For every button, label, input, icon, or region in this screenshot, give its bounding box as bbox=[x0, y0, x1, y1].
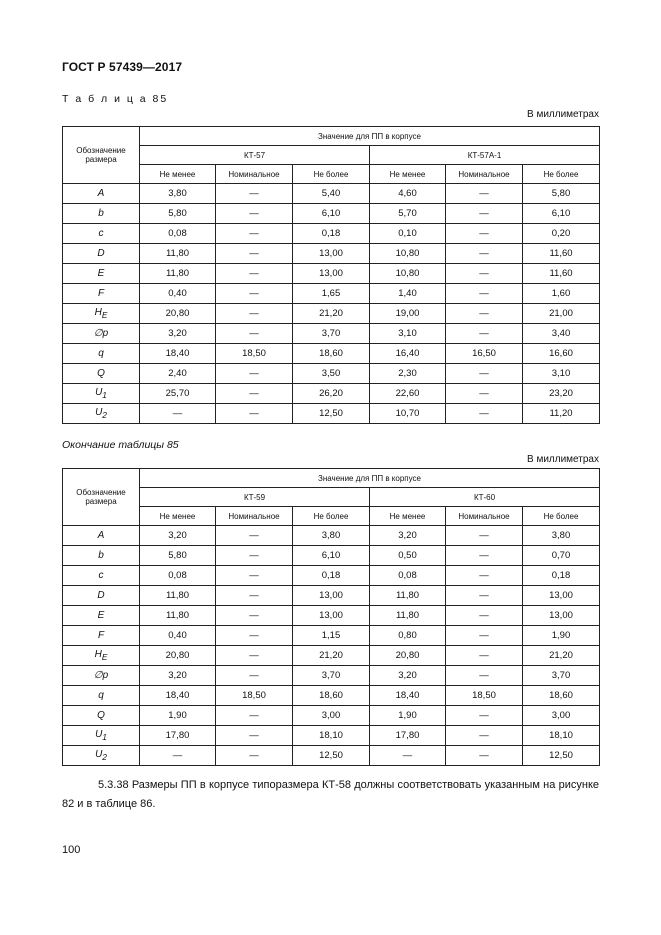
value-cell: — bbox=[446, 384, 523, 404]
value-cell: 13,00 bbox=[293, 244, 370, 264]
value-cell: 21,20 bbox=[293, 646, 370, 666]
value-cell: — bbox=[446, 184, 523, 204]
table2-subheader: Не менее bbox=[370, 507, 446, 526]
value-cell: — bbox=[446, 284, 523, 304]
table-row bbox=[63, 204, 600, 224]
value-cell: 3,50 bbox=[293, 364, 370, 384]
value-cell: — bbox=[216, 526, 293, 546]
table-row bbox=[63, 304, 600, 324]
symbol-text: b bbox=[98, 550, 104, 561]
value-cell: 0,18 bbox=[293, 224, 370, 244]
value-cell: 17,80 bbox=[140, 726, 216, 746]
table2-subheader: Не более bbox=[523, 507, 600, 526]
symbol-text: Q bbox=[97, 710, 105, 721]
value-cell: — bbox=[446, 264, 523, 284]
dimension-symbol bbox=[63, 626, 140, 646]
table1-subheader: Номинальное bbox=[216, 165, 293, 184]
value-cell: 4,60 bbox=[370, 184, 446, 204]
value-cell: — bbox=[216, 304, 293, 324]
value-cell: 18,50 bbox=[446, 686, 523, 706]
table2-subheader: Не более bbox=[293, 507, 370, 526]
value-cell: — bbox=[216, 626, 293, 646]
value-cell: 19,00 bbox=[370, 304, 446, 324]
value-cell: 18,50 bbox=[216, 344, 293, 364]
value-cell: 13,00 bbox=[293, 264, 370, 284]
symbol-text: F bbox=[97, 288, 105, 299]
dimension-symbol bbox=[63, 244, 140, 264]
value-cell: 0,20 bbox=[523, 224, 600, 244]
symbol-text: U bbox=[95, 749, 103, 760]
value-cell: 11,80 bbox=[370, 606, 446, 626]
table2-group-header: Значение для ПП в корпусе bbox=[140, 469, 600, 488]
value-cell: 5,40 bbox=[293, 184, 370, 204]
dimension-symbol bbox=[63, 586, 140, 606]
value-cell: 18,40 bbox=[140, 344, 216, 364]
value-cell: — bbox=[446, 404, 523, 424]
table1 bbox=[62, 126, 600, 424]
table-row bbox=[63, 546, 600, 566]
table2-caption: Окончание таблицы 85 bbox=[62, 439, 179, 451]
value-cell: — bbox=[446, 746, 523, 766]
dimension-symbol bbox=[63, 224, 140, 244]
value-cell: — bbox=[140, 746, 216, 766]
table2-subheader: Не менее bbox=[140, 507, 216, 526]
value-cell: — bbox=[216, 666, 293, 686]
value-cell: 3,10 bbox=[370, 324, 446, 344]
value-cell: 21,20 bbox=[293, 304, 370, 324]
symbol-subscript: 2 bbox=[102, 410, 107, 420]
value-cell: 0,10 bbox=[370, 224, 446, 244]
value-cell: — bbox=[446, 546, 523, 566]
value-cell: 11,80 bbox=[140, 606, 216, 626]
table1-subheader: Не более bbox=[293, 165, 370, 184]
value-cell: 0,80 bbox=[370, 626, 446, 646]
value-cell: 0,40 bbox=[140, 284, 216, 304]
value-cell: 3,20 bbox=[370, 526, 446, 546]
value-cell: — bbox=[446, 626, 523, 646]
table2-subheader: Номинальное bbox=[446, 507, 523, 526]
value-cell: 3,40 bbox=[523, 324, 600, 344]
table2-units: В миллиметрах bbox=[527, 454, 599, 465]
symbol-text: c bbox=[98, 228, 104, 239]
symbol-text: b bbox=[98, 208, 104, 219]
value-cell: 18,60 bbox=[523, 686, 600, 706]
value-cell: 3,80 bbox=[293, 526, 370, 546]
value-cell: 18,60 bbox=[293, 344, 370, 364]
value-cell: 18,40 bbox=[140, 686, 216, 706]
value-cell: — bbox=[216, 244, 293, 264]
value-cell: 23,20 bbox=[523, 384, 600, 404]
dimension-symbol bbox=[63, 404, 140, 424]
value-cell: 22,60 bbox=[370, 384, 446, 404]
value-cell: 2,40 bbox=[140, 364, 216, 384]
table2-case2-header: КТ-60 bbox=[370, 488, 600, 507]
value-cell: 3,00 bbox=[293, 706, 370, 726]
symbol-text: q bbox=[98, 690, 104, 701]
value-cell: 3,70 bbox=[293, 324, 370, 344]
dimension-symbol bbox=[63, 666, 140, 686]
table-row bbox=[63, 626, 600, 646]
symbol-subscript: 1 bbox=[102, 390, 107, 400]
symbol-text: H bbox=[94, 649, 102, 660]
value-cell: — bbox=[216, 706, 293, 726]
table2-body bbox=[63, 526, 600, 766]
table-row bbox=[63, 284, 600, 304]
value-cell: 21,00 bbox=[523, 304, 600, 324]
page-number: 100 bbox=[62, 844, 81, 856]
table1-case1-header: КТ-57 bbox=[140, 146, 370, 165]
value-cell: 6,10 bbox=[523, 204, 600, 224]
value-cell: — bbox=[446, 204, 523, 224]
table2-subheader: Номинальное bbox=[216, 507, 293, 526]
value-cell: — bbox=[216, 264, 293, 284]
value-cell: 1,90 bbox=[140, 706, 216, 726]
value-cell: — bbox=[446, 304, 523, 324]
table-row bbox=[63, 646, 600, 666]
table-row bbox=[63, 606, 600, 626]
value-cell: 5,80 bbox=[140, 204, 216, 224]
table1-group-header: Значение для ПП в корпусе bbox=[140, 127, 600, 146]
value-cell: 10,80 bbox=[370, 264, 446, 284]
symbol-subscript: 2 bbox=[102, 752, 107, 762]
table1-caption: Т а б л и ц а 85 bbox=[62, 93, 169, 105]
value-cell: 3,00 bbox=[523, 706, 600, 726]
value-cell: 6,10 bbox=[293, 204, 370, 224]
symbol-text: A bbox=[97, 188, 105, 199]
value-cell: 3,20 bbox=[140, 666, 216, 686]
symbol-text: H bbox=[94, 307, 102, 318]
value-cell: 0,18 bbox=[523, 566, 600, 586]
value-cell: — bbox=[446, 224, 523, 244]
value-cell: 10,80 bbox=[370, 244, 446, 264]
value-cell: 0,40 bbox=[140, 626, 216, 646]
value-cell: 3,80 bbox=[140, 184, 216, 204]
table1-subheader: Номинальное bbox=[446, 165, 523, 184]
value-cell: 11,80 bbox=[140, 244, 216, 264]
value-cell: — bbox=[216, 384, 293, 404]
value-cell: 3,80 bbox=[523, 526, 600, 546]
value-cell: 0,08 bbox=[370, 566, 446, 586]
dimension-symbol bbox=[63, 204, 140, 224]
value-cell: 12,50 bbox=[523, 746, 600, 766]
value-cell: — bbox=[446, 526, 523, 546]
table-row bbox=[63, 526, 600, 546]
dimension-symbol bbox=[63, 646, 140, 666]
value-cell: 18,50 bbox=[216, 686, 293, 706]
value-cell: — bbox=[216, 586, 293, 606]
value-cell: 0,50 bbox=[370, 546, 446, 566]
symbol-text: q bbox=[98, 348, 104, 359]
table1-body bbox=[63, 184, 600, 424]
body-paragraph: 5.3.38 Размеры ПП в корпусе типоразмера КТ-58 должны соответствовать указанным на рисунке 82 и в таблице 86. bbox=[62, 779, 599, 810]
value-cell: — bbox=[216, 284, 293, 304]
table-row bbox=[63, 344, 600, 364]
value-cell: 3,70 bbox=[523, 666, 600, 686]
value-cell: 1,15 bbox=[293, 626, 370, 646]
table2-case1-header: КТ-59 bbox=[140, 488, 370, 507]
dimension-symbol bbox=[63, 706, 140, 726]
value-cell: — bbox=[216, 184, 293, 204]
value-cell: 16,50 bbox=[446, 344, 523, 364]
table1-subheader: Не более bbox=[523, 165, 600, 184]
value-cell: 21,20 bbox=[523, 646, 600, 666]
value-cell: 0,70 bbox=[523, 546, 600, 566]
symbol-text: ∅p bbox=[93, 670, 109, 681]
value-cell: — bbox=[446, 566, 523, 586]
value-cell: 11,60 bbox=[523, 264, 600, 284]
dimension-symbol bbox=[63, 284, 140, 304]
table-row bbox=[63, 566, 600, 586]
value-cell: 13,00 bbox=[293, 606, 370, 626]
value-cell: 18,60 bbox=[293, 686, 370, 706]
value-cell: 0,18 bbox=[293, 566, 370, 586]
dimension-symbol bbox=[63, 184, 140, 204]
table2-row-header: Обозначение размера bbox=[63, 469, 140, 526]
value-cell: 1,90 bbox=[370, 706, 446, 726]
value-cell: 20,80 bbox=[140, 304, 216, 324]
value-cell: 3,10 bbox=[523, 364, 600, 384]
value-cell: 10,70 bbox=[370, 404, 446, 424]
dimension-symbol bbox=[63, 746, 140, 766]
symbol-text: E bbox=[97, 610, 105, 621]
value-cell: — bbox=[140, 404, 216, 424]
table-row bbox=[63, 706, 600, 726]
table-row bbox=[63, 184, 600, 204]
value-cell: — bbox=[446, 364, 523, 384]
symbol-text: D bbox=[97, 248, 105, 259]
value-cell: — bbox=[216, 224, 293, 244]
value-cell: 18,10 bbox=[293, 726, 370, 746]
value-cell: 5,80 bbox=[523, 184, 600, 204]
value-cell: 3,20 bbox=[370, 666, 446, 686]
value-cell: 2,30 bbox=[370, 364, 446, 384]
value-cell: — bbox=[216, 566, 293, 586]
table-row bbox=[63, 726, 600, 746]
table2 bbox=[62, 468, 600, 766]
table1-case2-header: КТ-57А-1 bbox=[370, 146, 600, 165]
value-cell: 13,00 bbox=[523, 606, 600, 626]
value-cell: — bbox=[446, 324, 523, 344]
document-header: ГОСТ Р 57439—2017 bbox=[62, 60, 183, 74]
value-cell: 17,80 bbox=[370, 726, 446, 746]
symbol-text: c bbox=[98, 570, 104, 581]
value-cell: 18,40 bbox=[370, 686, 446, 706]
symbol-text: D bbox=[97, 590, 105, 601]
table-row bbox=[63, 364, 600, 384]
value-cell: — bbox=[216, 646, 293, 666]
table1-row-header: Обозначение размера bbox=[63, 127, 140, 184]
dimension-symbol bbox=[63, 364, 140, 384]
symbol-text: Q bbox=[97, 368, 105, 379]
value-cell: 0,08 bbox=[140, 566, 216, 586]
value-cell: 6,10 bbox=[293, 546, 370, 566]
symbol-subscript: 1 bbox=[102, 732, 107, 742]
symbol-text: U bbox=[95, 387, 103, 398]
value-cell: 12,50 bbox=[293, 404, 370, 424]
value-cell: — bbox=[216, 324, 293, 344]
value-cell: 1,40 bbox=[370, 284, 446, 304]
value-cell: — bbox=[446, 666, 523, 686]
value-cell: 11,80 bbox=[370, 586, 446, 606]
table1-subheader: Не менее bbox=[370, 165, 446, 184]
dimension-symbol bbox=[63, 726, 140, 746]
value-cell: — bbox=[216, 364, 293, 384]
table-row bbox=[63, 666, 600, 686]
table1-subheader: Не менее bbox=[140, 165, 216, 184]
dimension-symbol bbox=[63, 344, 140, 364]
dimension-symbol bbox=[63, 526, 140, 546]
value-cell: — bbox=[446, 646, 523, 666]
symbol-text: F bbox=[97, 630, 105, 641]
value-cell: 18,10 bbox=[523, 726, 600, 746]
value-cell: 13,00 bbox=[523, 586, 600, 606]
table-row bbox=[63, 686, 600, 706]
value-cell: 3,70 bbox=[293, 666, 370, 686]
table-row bbox=[63, 404, 600, 424]
dimension-symbol bbox=[63, 606, 140, 626]
dimension-symbol bbox=[63, 566, 140, 586]
value-cell: — bbox=[446, 706, 523, 726]
value-cell: 5,80 bbox=[140, 546, 216, 566]
table1-units: В миллиметрах bbox=[527, 109, 599, 120]
symbol-subscript: E bbox=[101, 310, 108, 320]
value-cell: 16,60 bbox=[523, 344, 600, 364]
symbol-text: U bbox=[95, 407, 103, 418]
value-cell: 11,80 bbox=[140, 586, 216, 606]
value-cell: 12,50 bbox=[293, 746, 370, 766]
value-cell: 5,70 bbox=[370, 204, 446, 224]
value-cell: — bbox=[216, 404, 293, 424]
symbol-text: E bbox=[97, 268, 105, 279]
table-row bbox=[63, 224, 600, 244]
value-cell: 1,65 bbox=[293, 284, 370, 304]
value-cell: 13,00 bbox=[293, 586, 370, 606]
value-cell: 3,20 bbox=[140, 526, 216, 546]
symbol-text: U bbox=[95, 729, 103, 740]
value-cell: 26,20 bbox=[293, 384, 370, 404]
value-cell: 20,80 bbox=[370, 646, 446, 666]
dimension-symbol bbox=[63, 264, 140, 284]
value-cell: — bbox=[370, 746, 446, 766]
value-cell: — bbox=[216, 606, 293, 626]
value-cell: — bbox=[446, 586, 523, 606]
value-cell: — bbox=[446, 244, 523, 264]
value-cell: — bbox=[216, 726, 293, 746]
value-cell: — bbox=[446, 726, 523, 746]
value-cell: 16,40 bbox=[370, 344, 446, 364]
symbol-text: ∅p bbox=[93, 328, 109, 339]
value-cell: — bbox=[446, 606, 523, 626]
dimension-symbol bbox=[63, 304, 140, 324]
symbol-text: A bbox=[97, 530, 105, 541]
value-cell: 1,90 bbox=[523, 626, 600, 646]
value-cell: — bbox=[216, 746, 293, 766]
value-cell: 20,80 bbox=[140, 646, 216, 666]
table-row bbox=[63, 324, 600, 344]
value-cell: 3,20 bbox=[140, 324, 216, 344]
value-cell: 11,80 bbox=[140, 264, 216, 284]
value-cell: — bbox=[216, 204, 293, 224]
table-row bbox=[63, 586, 600, 606]
table-row bbox=[63, 264, 600, 284]
dimension-symbol bbox=[63, 546, 140, 566]
dimension-symbol bbox=[63, 686, 140, 706]
symbol-subscript: E bbox=[101, 652, 108, 662]
value-cell: 11,60 bbox=[523, 244, 600, 264]
value-cell: 11,20 bbox=[523, 404, 600, 424]
value-cell: 25,70 bbox=[140, 384, 216, 404]
dimension-symbol bbox=[63, 324, 140, 344]
value-cell: — bbox=[216, 546, 293, 566]
value-cell: 0,08 bbox=[140, 224, 216, 244]
value-cell: 1,60 bbox=[523, 284, 600, 304]
table-row bbox=[63, 384, 600, 404]
dimension-symbol bbox=[63, 384, 140, 404]
table-row bbox=[63, 244, 600, 264]
table-row bbox=[63, 746, 600, 766]
